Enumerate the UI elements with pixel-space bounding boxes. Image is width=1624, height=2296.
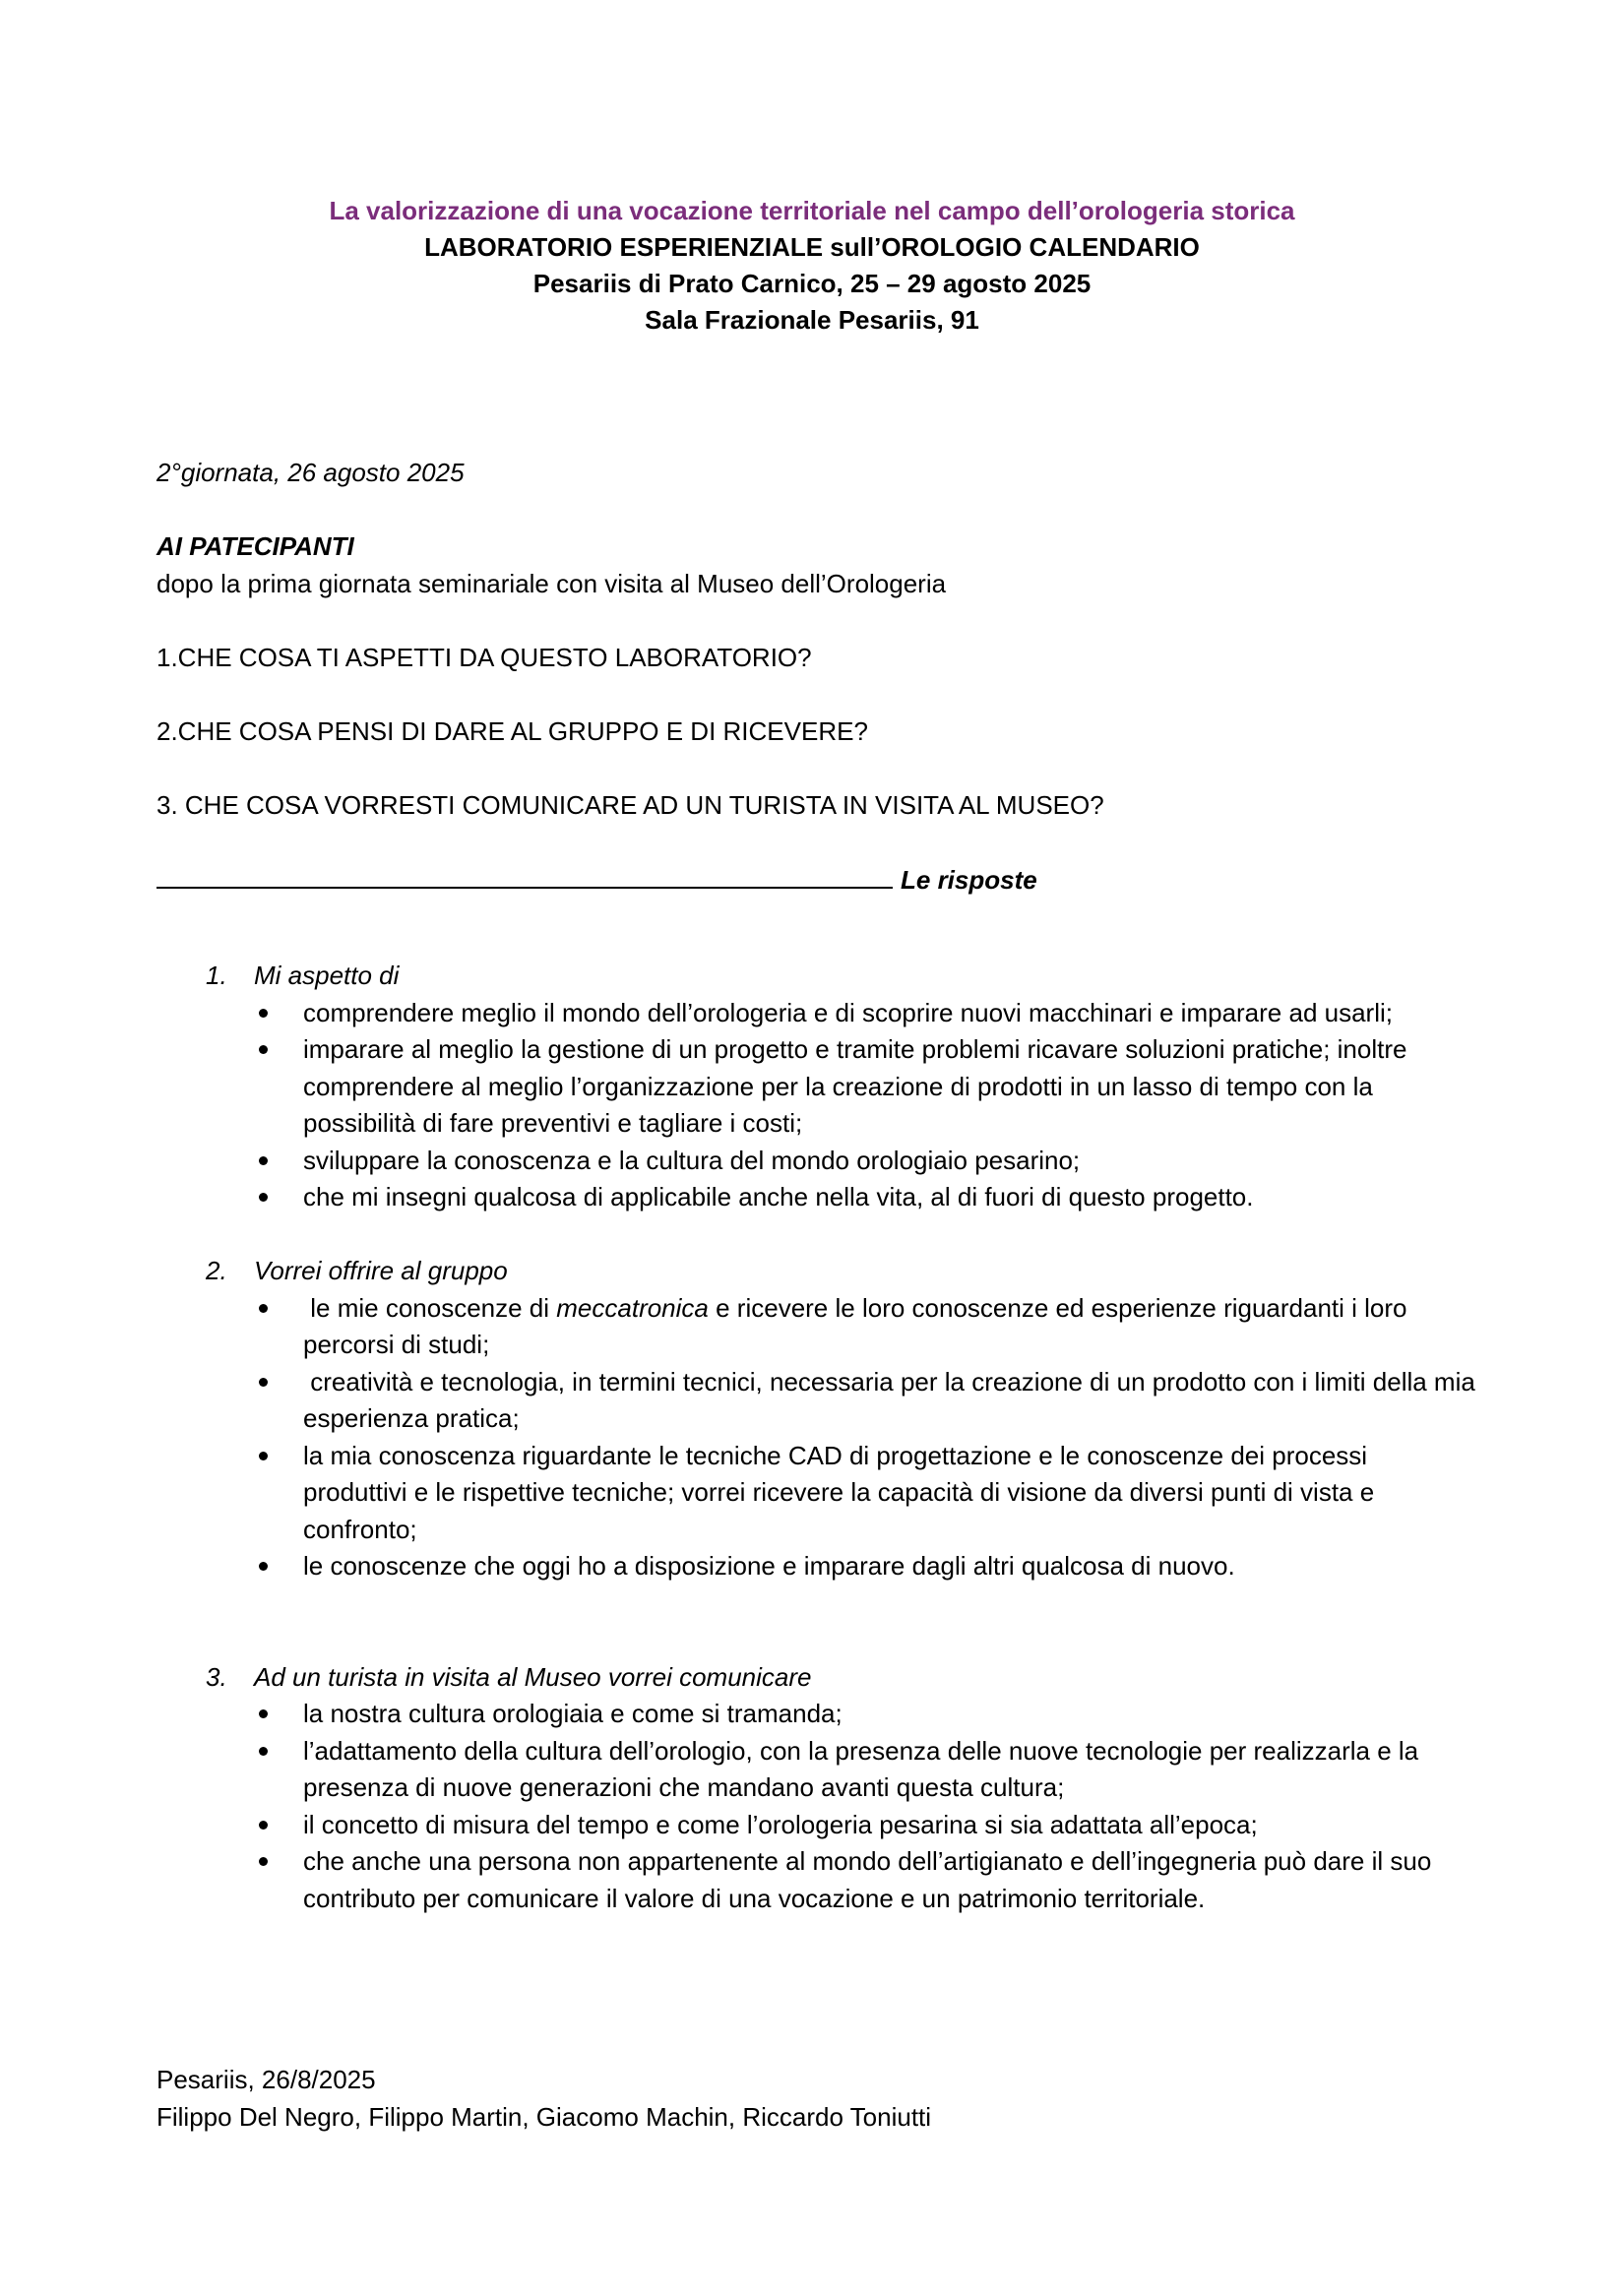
list-item-text: imparare al meglio la gestione di un progetto e tramite problemi ricavare soluzioni pratiche; inoltre comprendere al meglio l’organizzazione per la creazione di prodotti in un lasso di tempo con la possibilità di fare preventivi e tagliare i costi; <box>303 1034 1407 1138</box>
list-item <box>254 1290 1475 1364</box>
list-item <box>254 1179 1475 1216</box>
bullet-icon <box>259 1378 268 1387</box>
list-item-text: e ricevere le loro conoscenze ed esperienze riguardanti i loro percorsi di studi; <box>303 1292 1407 1359</box>
answers-divider <box>156 861 1475 900</box>
bullet-icon <box>259 1562 268 1571</box>
place-date: Pesariis, 26/8/2025 <box>156 2065 376 2094</box>
bullet-icon <box>259 1193 268 1202</box>
answer-section-2 <box>156 1253 1483 1585</box>
answer-section-3 <box>156 1659 1475 1918</box>
answers-label: Le risposte <box>901 864 1037 895</box>
list-item <box>205 1733 1475 1807</box>
answer-section-1 <box>156 958 1475 1216</box>
bullet-icon <box>259 1009 268 1018</box>
list-item <box>254 1548 1475 1585</box>
list-item <box>205 1807 1475 1844</box>
question-2: 2.CHE COSA PENSI DI DARE AL GRUPPO E DI RICEVERE? <box>156 715 868 746</box>
list-item-text: sviluppare la conoscenza e la cultura del mondo orologiaio pesarino; <box>303 1145 1081 1175</box>
day-line: 2°giornata, 26 agosto 2025 <box>156 458 465 487</box>
authors: Filippo Del Negro, Filippo Martin, Giacomo Machin, Riccardo Toniutti <box>156 2101 932 2132</box>
answer-bullets <box>254 1290 1483 1585</box>
list-item <box>254 1438 1475 1549</box>
bullet-icon <box>259 1747 268 1756</box>
answer-title: Ad un turista in visita al Museo vorrei comunicare <box>254 1661 812 1692</box>
venue: Sala Frazionale Pesariis, 91 <box>645 305 979 335</box>
bullet-icon <box>259 1156 268 1165</box>
bullet-icon <box>259 1045 268 1054</box>
bullet-icon <box>259 1304 268 1313</box>
recipients-heading: AI PATECIPANTI <box>156 531 354 561</box>
list-item <box>254 1031 1475 1143</box>
question-3: 3. CHE COSA VORRESTI COMUNICARE AD UN TURISTA IN VISITA AL MUSEO? <box>156 789 1104 820</box>
bullet-icon <box>259 1452 268 1460</box>
bullet-icon <box>259 1709 268 1718</box>
answer-number: 2. <box>206 1256 227 1285</box>
spacer <box>156 1585 1475 1659</box>
list-item <box>254 995 1475 1032</box>
list-item-text: l’adattamento della cultura dell’orologio, con la presenza delle nuove tecnologie per realizzarla e la presenza di nuove generazioni che mandano avanti questa cultura; <box>303 1735 1419 1802</box>
list-item-text: che mi insegni qualcosa di applicabile anche nella vita, al di fuori di questo progetto. <box>303 1182 1254 1211</box>
answer-bullets <box>254 995 1475 1216</box>
answers-list <box>156 958 1483 1917</box>
list-item-text: le mie conoscenze di <box>303 1292 557 1323</box>
answer-number: 1. <box>206 961 227 990</box>
list-item-text: che anche una persona non appartenente al mondo dell’artigianato e dell’ingegneria può dare il suo contributo per comunicare il valore di una vocazione e un patrimonio territoriale. <box>303 1846 1432 1913</box>
context-line: dopo la prima giornata seminariale con visita al Museo dell’Orologeria <box>156 568 947 598</box>
list-item <box>205 1843 1475 1917</box>
list-item-text: comprendere meglio il mondo dell’orologeria e di scoprire nuovi macchinari e imparare ad usarli; <box>303 997 1393 1027</box>
answer-title: Vorrei offrire al gruppo <box>254 1256 508 1285</box>
answer-title: Mi aspetto di <box>254 961 400 990</box>
document-header <box>0 193 1624 339</box>
list-item <box>205 1696 1475 1733</box>
list-item-text: creatività e tecnologia, in termini tecnici, necessaria per la creazione di un prodotto con i limiti della mia esperienza pratica; <box>303 1366 1483 1433</box>
list-item <box>254 1364 1483 1438</box>
location-dates: Pesariis di Prato Carnico, 25 – 29 agosto 2025 <box>532 269 1092 298</box>
document-footer <box>156 2062 931 2136</box>
bullet-icon <box>259 1821 268 1830</box>
question-1: 1.CHE COSA TI ASPETTI DA QUESTO LABORATORIO? <box>156 642 812 672</box>
emphasis-text: meccatronica <box>556 1292 709 1323</box>
list-item <box>254 1143 1475 1180</box>
document-title: La valorizzazione di una vocazione territoriale nel campo dell’orologeria storica <box>329 196 1295 225</box>
underline-rule <box>156 861 893 889</box>
spacer <box>156 1216 1475 1254</box>
document-body <box>156 455 1483 1917</box>
answer-number: 3. <box>206 1661 227 1692</box>
bullet-icon <box>259 1857 268 1866</box>
list-item-text: le conoscenze che oggi ho a disposizione e imparare dagli altri qualcosa di nuovo. <box>303 1551 1235 1581</box>
list-item-text: la mia conoscenza riguardante le tecniche CAD di progettazione e le conoscenze dei processi produttivi e le rispettive tecniche; vorrei ricevere la capacità di visione da diversi punti di vista e confronto; <box>303 1440 1375 1544</box>
list-item-text: la nostra cultura orologiaia e come si tramanda; <box>303 1699 843 1728</box>
document-subtitle: LABORATORIO ESPERIENZIALE sull’OROLOGIO CALENDARIO <box>424 232 1200 262</box>
list-item-text: il concetto di misura del tempo e come l’orologeria pesarina si sia adattata all’epoca; <box>303 1809 1258 1839</box>
answer-bullets <box>205 1696 1475 1917</box>
